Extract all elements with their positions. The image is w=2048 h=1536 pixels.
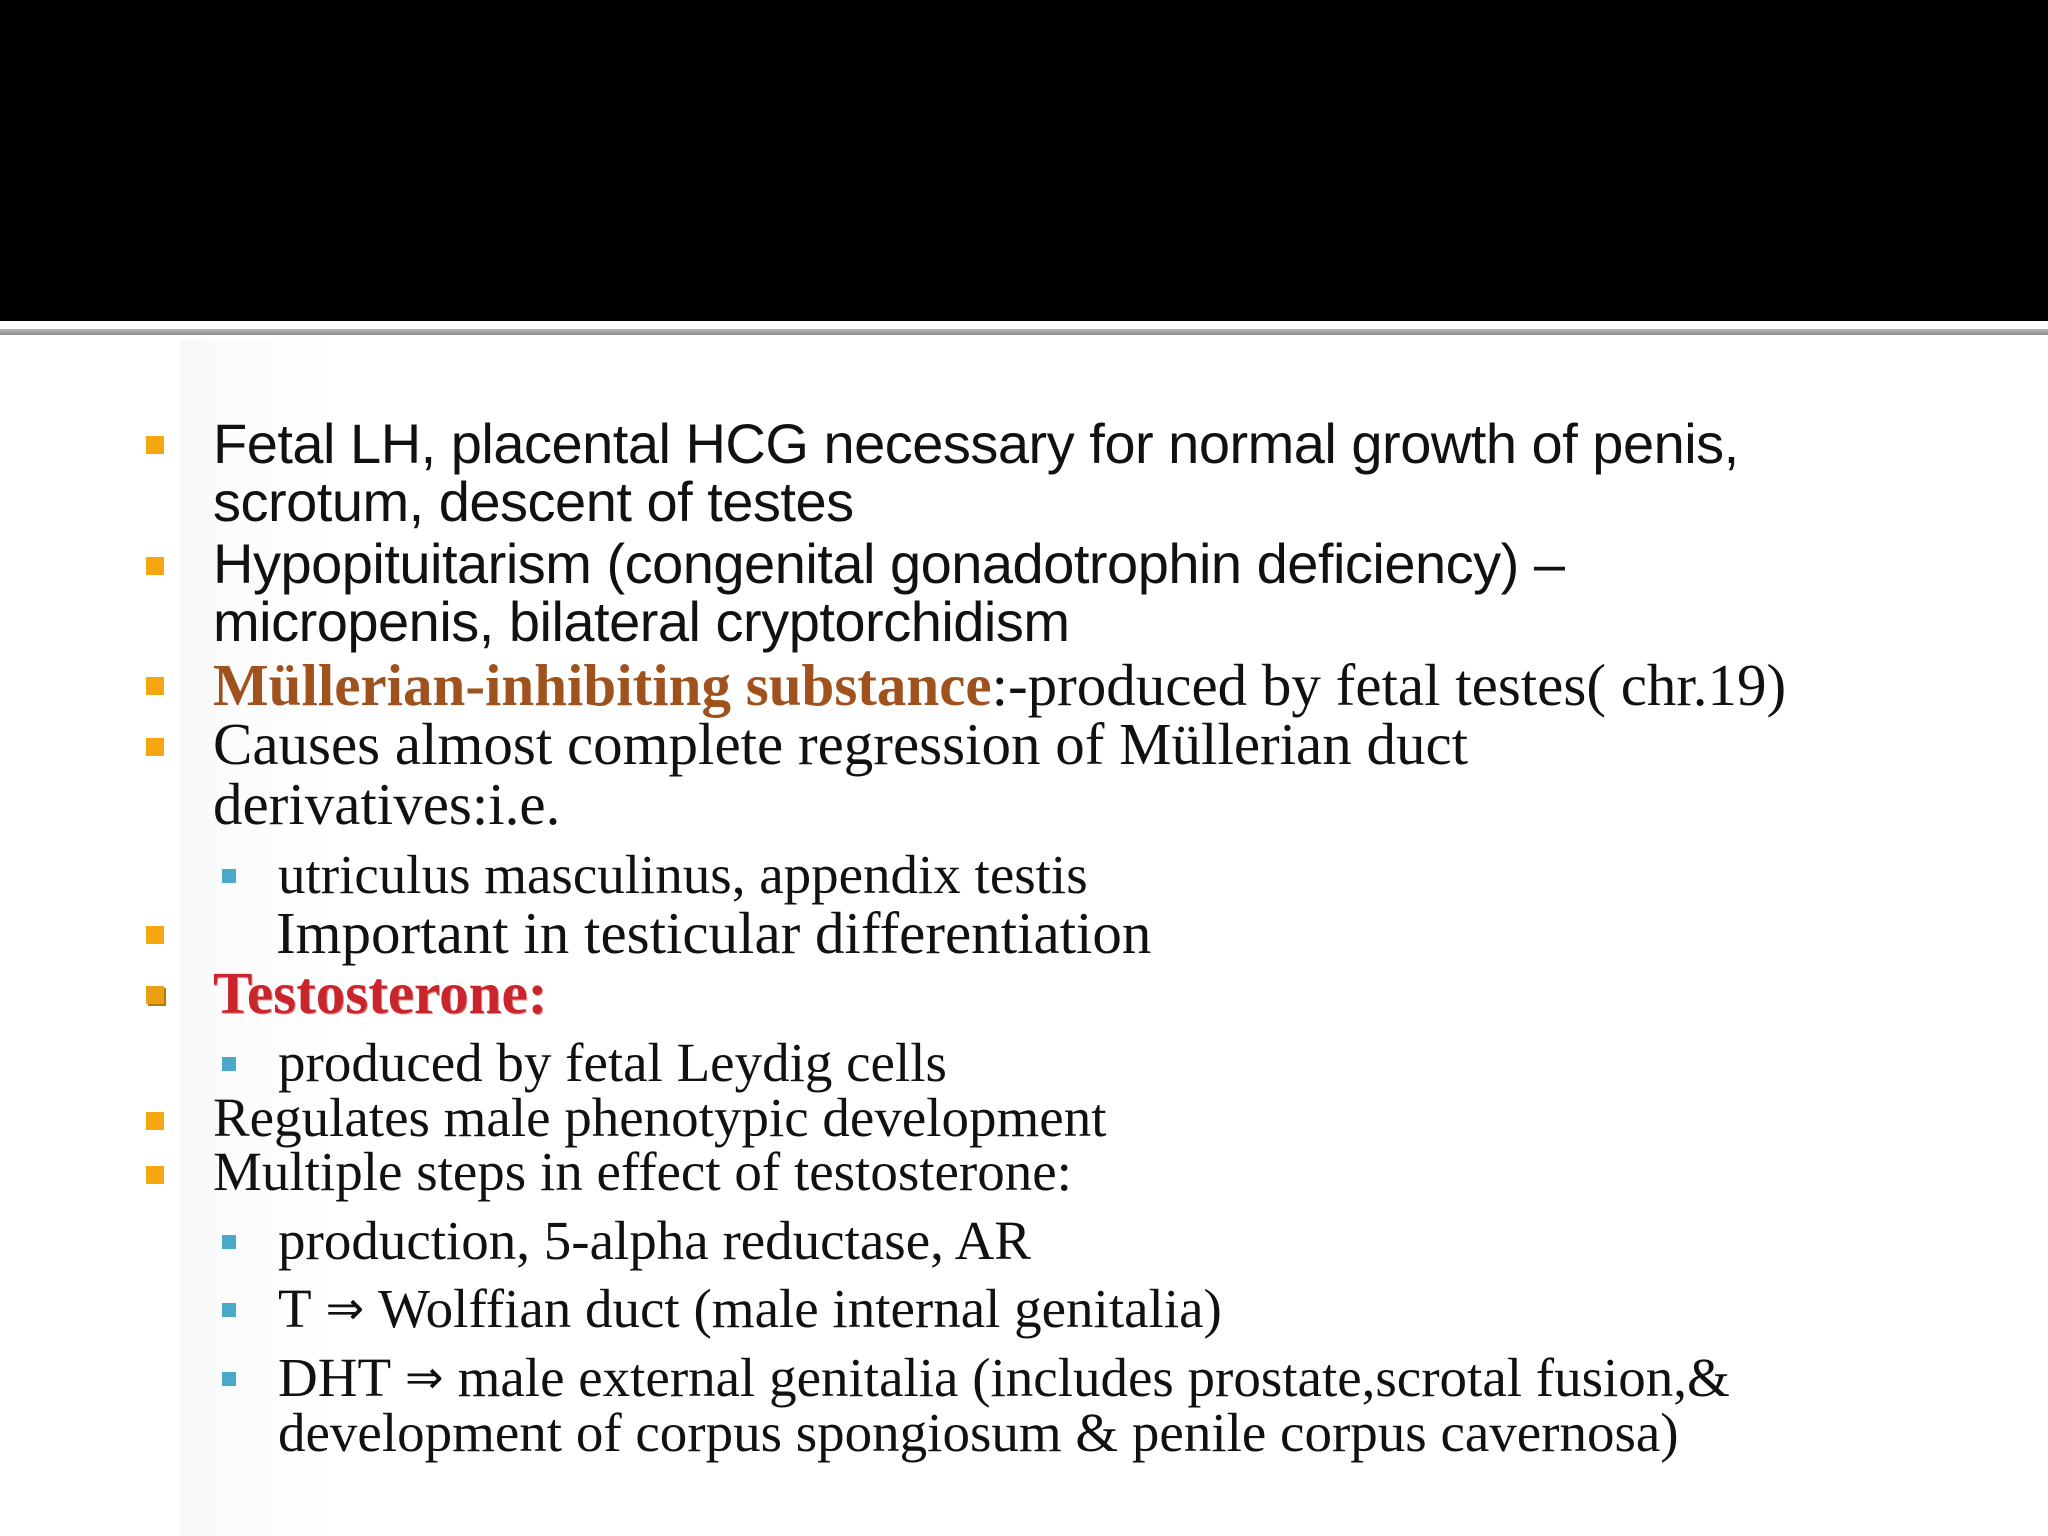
bullet-multiple-steps: Multiple steps in effect of testosterone: bbox=[213, 1141, 1072, 1202]
square-bullet-icon bbox=[146, 926, 164, 944]
bullet-2-line-1: Hypopituitarism (congenital gonadotrophin deficiency) – bbox=[213, 532, 1565, 595]
mis-description: :-produced by fetal testes( chr.19) bbox=[991, 652, 1787, 718]
square-bullet-icon bbox=[146, 436, 164, 454]
square-bullet-icon bbox=[146, 738, 164, 756]
bullet-4-line-1: Causes almost complete regression of Müllerian duct bbox=[213, 711, 1469, 777]
small-square-bullet-icon bbox=[222, 869, 236, 883]
sub-bullet-leydig: produced by fetal Leydig cells bbox=[278, 1032, 947, 1093]
implies-arrow-icon: ⇒ bbox=[405, 1350, 444, 1404]
bullet-2-line-2: micropenis, bilateral cryptorchidism bbox=[213, 590, 1070, 653]
square-bullet-icon bbox=[146, 1112, 164, 1130]
square-bullet-icon bbox=[146, 1166, 164, 1184]
bullet-1-line-2: scrotum, descent of testes bbox=[213, 470, 854, 533]
bullet-1-line-1: Fetal LH, placental HCG necessary for normal growth of penis, bbox=[213, 412, 1739, 475]
sub-bullet-dht bbox=[278, 1349, 1730, 1409]
sub-bullet-utriculus: utriculus masculinus, appendix testis bbox=[278, 844, 1088, 905]
square-bullet-icon bbox=[146, 677, 164, 695]
title-divider bbox=[0, 329, 2048, 335]
bullet-3-line bbox=[213, 652, 1787, 718]
implies-arrow-icon: ⇒ bbox=[325, 1281, 365, 1335]
testosterone-heading: Testosterone: bbox=[213, 960, 548, 1026]
bullet-regulates: Regulates male phenotypic development bbox=[213, 1087, 1107, 1148]
small-square-bullet-icon bbox=[222, 1235, 236, 1249]
square-bullet-icon bbox=[146, 557, 164, 575]
slide-title-band bbox=[0, 0, 2048, 321]
square-bullet-icon bbox=[146, 986, 164, 1004]
bullet-4-line-2: derivatives:i.e. bbox=[213, 771, 561, 837]
sub-bullet-production: production, 5-alpha reductase, AR bbox=[278, 1210, 1031, 1271]
dht-label: DHT bbox=[278, 1347, 392, 1408]
sub-bullet-dht-line-2: development of corpus spongiosum & penile corpus cavernosa) bbox=[278, 1402, 1679, 1463]
sub-bullet-wolffian bbox=[278, 1280, 1222, 1340]
wolffian-text: Wolffian duct (male internal genitalia) bbox=[378, 1278, 1222, 1339]
t-label: T bbox=[278, 1278, 312, 1339]
small-square-bullet-icon bbox=[222, 1303, 236, 1317]
small-square-bullet-icon bbox=[222, 1372, 236, 1386]
mis-highlight: Müllerian-inhibiting substance bbox=[213, 652, 992, 718]
bullet-important: Important in testicular differentiation bbox=[276, 900, 1152, 966]
dht-text: male external genitalia (includes prostate,scrotal fusion,& bbox=[457, 1347, 1730, 1408]
small-square-bullet-icon bbox=[222, 1057, 236, 1071]
